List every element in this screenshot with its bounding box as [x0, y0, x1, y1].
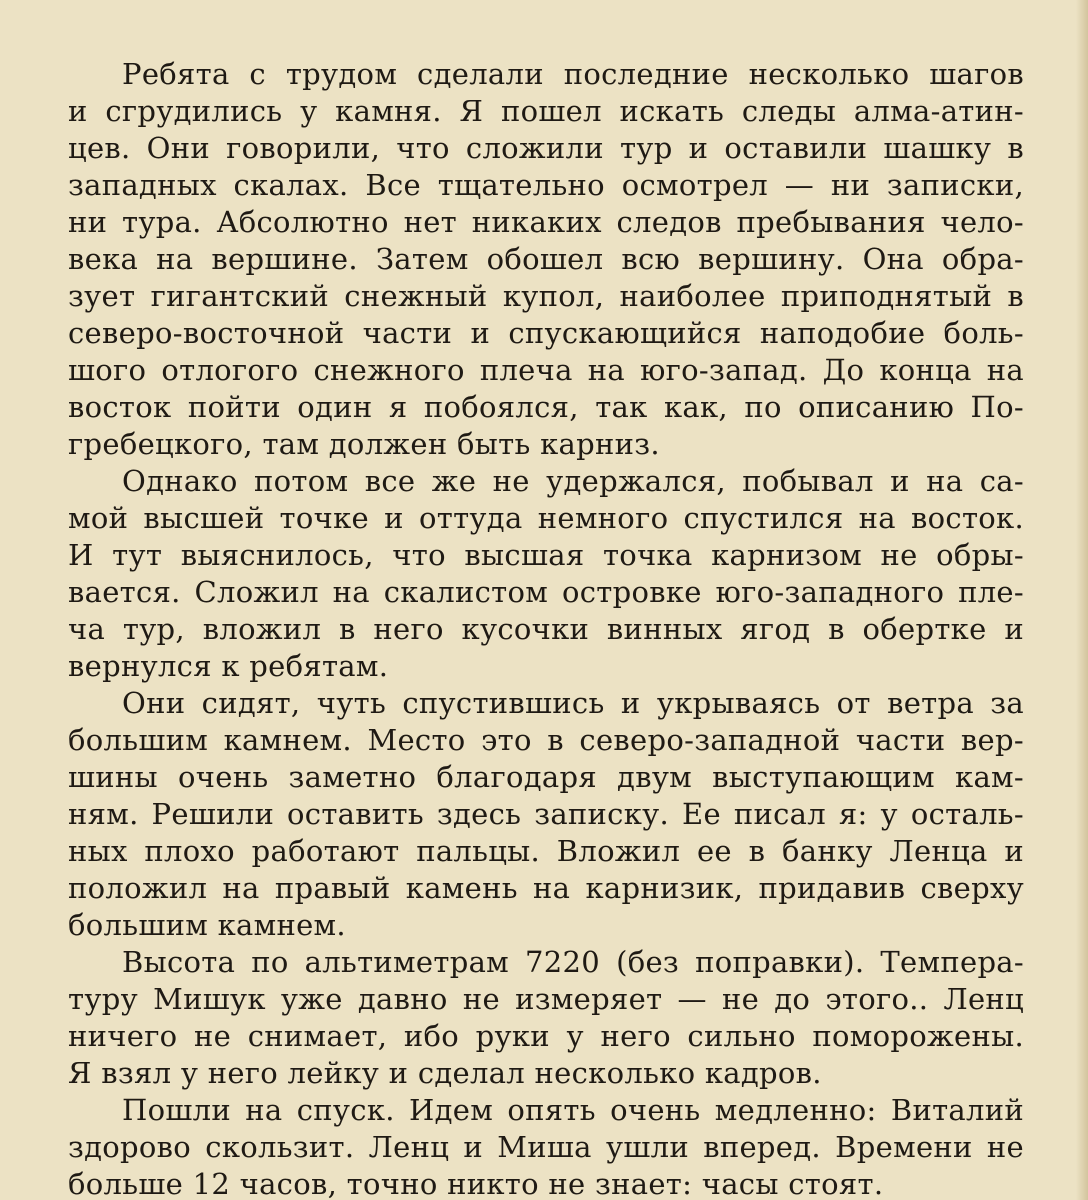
text-line: Они сидят, чуть спустившись и укрываясь от ветра за	[122, 686, 1024, 720]
paragraph	[68, 944, 1024, 1092]
page-edge-shadow	[1076, 0, 1088, 1200]
page-body-text	[68, 56, 1024, 1200]
text-line: западных скалах. Все тщательно осмотрел — ни записки,	[68, 168, 1024, 202]
text-line: века на вершине. Затем обошел всю вершину. Она обра-	[68, 242, 1024, 276]
paragraph	[68, 56, 1024, 463]
text-line: шого отлогого снежного плеча на юго-запад. До конца на	[68, 353, 1024, 387]
paragraph	[68, 1092, 1024, 1200]
text-line: восток пойти один я побоялся, так как, по описанию По-	[68, 390, 1024, 424]
text-line: цев. Они говорили, что сложили тур и оставили шашку в	[68, 131, 1024, 165]
text-line: Высота по альтиметрам 7220 (без поправки). Темпера-	[122, 945, 1024, 979]
text-line: ничего не снимает, ибо руки у него сильно поморожены.	[68, 1019, 1024, 1053]
text-line: большим камнем.	[68, 908, 346, 942]
text-line: Ребята с трудом сделали последние несколько шагов	[122, 57, 1024, 91]
text-line: туру Мишук уже давно не измеряет — не до этого.. Ленц	[68, 982, 1024, 1016]
text-line: больше 12 часов, точно никто не знает: часы стоят.	[68, 1167, 884, 1200]
text-line: ни тура. Абсолютно нет никаких следов пребывания чело-	[68, 205, 1024, 239]
text-line: ча тур, вложил в него кусочки винных ягод в обертке и	[68, 612, 1024, 646]
text-line: шины очень заметно благодаря двум выступающим кам-	[68, 760, 1024, 794]
text-line: Я взял у него лейку и сделал несколько кадров.	[68, 1056, 822, 1090]
text-line: северо-восточной части и спускающийся наподобие боль-	[68, 316, 1024, 350]
text-line: ням. Решили оставить здесь записку. Ее писал я: у осталь-	[68, 797, 1024, 831]
text-line: вернулся к ребятам.	[68, 649, 389, 683]
text-line: положил на правый камень на карнизик, придавив сверху	[68, 871, 1024, 905]
text-line: здорово скользит. Ленц и Миша ушли вперед. Времени не	[68, 1130, 1024, 1164]
text-line: ных плохо работают пальцы. Вложил ее в банку Ленца и	[68, 834, 1024, 868]
text-line: вается. Сложил на скалистом островке юго-западного пле-	[68, 575, 1024, 609]
text-line: большим камнем. Место это в северо-западной части вер-	[68, 723, 1024, 757]
text-line: и сгрудились у камня. Я пошел искать следы алма-атин-	[68, 94, 1024, 128]
text-line: Однако потом все же не удержался, побывал и на са-	[122, 464, 1024, 498]
text-line: гребецкого, там должен быть карниз.	[68, 427, 660, 461]
text-line: зует гигантский снежный купол, наиболее приподнятый в	[68, 279, 1024, 313]
text-line: И тут выяснилось, что высшая точка карнизом не обры-	[68, 538, 1024, 572]
paragraph	[68, 463, 1024, 685]
text-line: Пошли на спуск. Идем опять очень медленно: Виталий	[122, 1093, 1024, 1127]
text-line: мой высшей точке и оттуда немного спустился на восток.	[68, 501, 1024, 535]
paragraph	[68, 685, 1024, 944]
